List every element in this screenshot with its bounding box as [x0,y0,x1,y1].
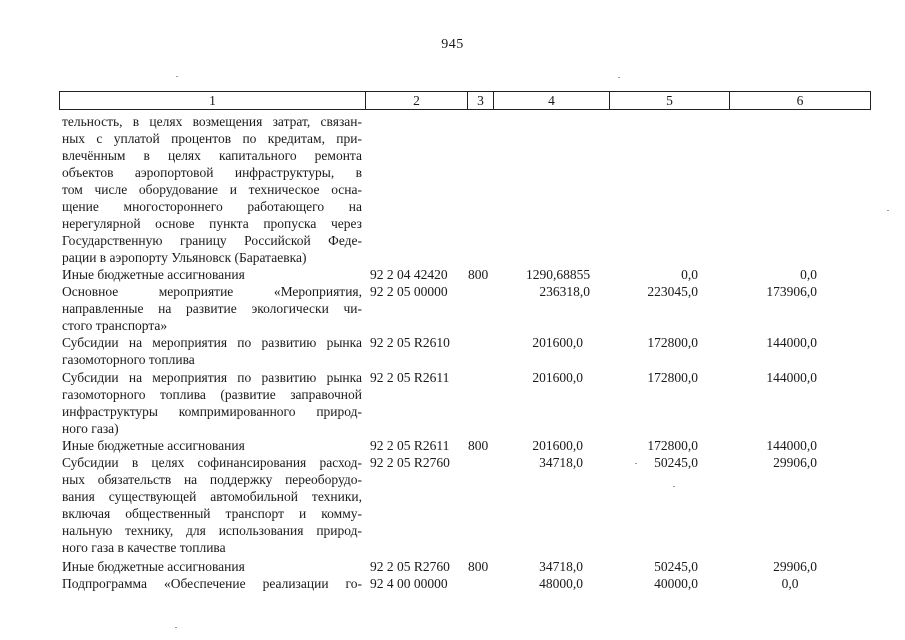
row-code: 92 2 05 R2760 [370,455,450,470]
row-text-line: Иные бюджетные ассигнования [62,438,245,453]
row-col6: 0,0 [781,576,799,591]
row-col4: 201600,0 [532,335,583,350]
row-col4: 201600,0 [532,370,583,385]
row-col5: 172800,0 [647,335,698,350]
header-col-4: 4 [494,92,610,109]
page-number: 945 [441,37,464,52]
row-col5: 172800,0 [647,370,698,385]
row-code: 92 2 04 42420 [370,267,448,282]
row-col6: 144000,0 [766,370,817,385]
row-text-line: ного газа в качестве топлива [62,540,226,555]
row-col4: 236318,0 [539,284,590,299]
row-text-line: Государственную границу Российской Феде- [62,233,362,248]
header-col-6: 6 [796,93,804,108]
header-col-3: 3 [468,92,494,109]
row-col6: 29906,0 [773,455,817,470]
row-text-line: тельность, в целях возмещения затрат, связан- [62,114,362,129]
row-code: 92 2 05 R2611 [370,438,450,453]
row-col4: 48000,0 [539,576,583,591]
scan-speck [673,486,675,487]
row-vr: 800 [468,267,489,282]
row-text-line: стого транспорта» [62,318,168,333]
row-code: 92 2 05 R2611 [370,370,450,385]
row-code: 92 2 05 R2760 [370,559,450,574]
scan-speck [618,77,620,78]
row-text-line: Субсидии на мероприятия по развитию рынка [62,335,362,350]
row-text-line: ных обязательств на поддержку переоборудо- [62,472,362,487]
row-col5: 50245,0 [654,455,698,470]
row-text-line: Основное мероприятие «Мероприятия, [62,284,362,299]
scan-speck [176,76,178,77]
row-text-line: объектов аэропортовой инфраструктуры, в [62,165,362,180]
header-col-2: 2 [366,92,468,109]
header-col-1: 1 [60,92,366,109]
row-col6: 173906,0 [766,284,817,299]
row-text-line: Подпрограмма «Обеспечение реализации го- [62,576,362,591]
row-text-line: щение многостороннего работающего на [62,199,362,214]
header-col-5: 5 [610,92,730,109]
row-text-line: Иные бюджетные ассигнования [62,559,245,574]
row-text-line: нерегулярной основе пункта пропуска через [62,216,362,231]
row-col5: 223045,0 [647,284,698,299]
row-col6: 144000,0 [766,335,817,350]
row-text-line: том числе оборудование и техническое осна- [62,182,362,197]
row-text-line: Субсидии в целях софинансирования расход- [62,455,362,470]
row-text-line: газомоторного топлива (развитие заправочной [62,387,362,402]
row-col4: 34718,0 [539,559,583,574]
row-text-line: вания существующей автомобильной техники, [62,489,362,504]
row-col4: 34718,0 [539,455,583,470]
row-col5: 40000,0 [654,576,698,591]
row-col6: 0,0 [800,267,817,282]
row-col5: 0,0 [681,267,698,282]
row-vr: 800 [468,559,489,574]
row-text-line: газомоторного топлива [62,352,195,367]
row-text-line: инфраструктуры компримированного природ- [62,404,362,419]
row-col5: 172800,0 [647,438,698,453]
row-text-line: направленные на развитие экологически чи- [62,301,362,316]
row-col4: 201600,0 [532,438,583,453]
row-code: 92 4 00 00000 [370,576,448,591]
row-text-line: Субсидии на мероприятия по развитию рынка [62,370,362,385]
row-text-line: рации в аэропорту Ульяновск (Баратаевка) [62,250,307,265]
scan-speck [175,627,177,628]
scan-speck [887,210,889,211]
row-col6: 144000,0 [766,438,817,453]
scan-speck [635,463,637,464]
row-text-line: ного газа) [62,421,119,436]
row-text-line: Иные бюджетные ассигнования [62,267,245,282]
row-text-line: влечённым в целях капитального ремонта [62,148,362,163]
row-col4: 1290,68855 [525,267,591,282]
row-col5: 50245,0 [654,559,698,574]
row-text-line: включая общественный транспорт и комму- [62,506,362,521]
row-code: 92 2 05 R2610 [370,335,450,350]
row-code: 92 2 05 00000 [370,284,448,299]
row-text-line: ных с уплатой процентов по кредитам, при- [62,131,362,146]
row-col6: 29906,0 [773,559,817,574]
table-header-row [59,91,871,110]
row-vr: 800 [468,438,489,453]
row-text-line: нальную технику, для использования природ- [62,523,362,538]
